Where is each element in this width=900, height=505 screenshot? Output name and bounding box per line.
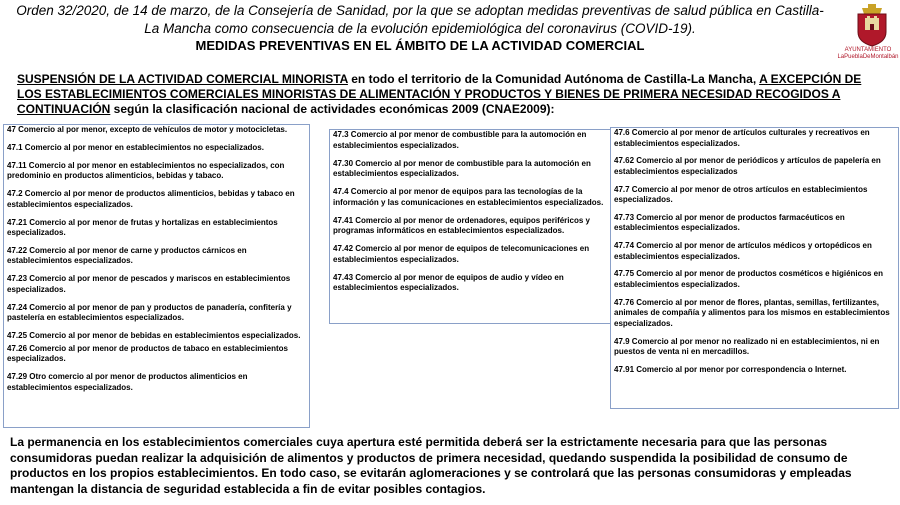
list-item: 47.26 Comercio al por menor de productos de tabaco en establecimientos especializados.: [7, 343, 288, 364]
activity-list-column-3: [610, 127, 899, 409]
intro-paragraph: [17, 72, 887, 117]
intro-exception: A EXCEPCIÓN DE LOS ESTABLECIMIENTOS COMERCIALES MINORISTAS DE ALIMENTACIÓN Y PRODUCTOS Y BIENES DE PRIMERA NECESIDAD RECOGIDOS A CONTINUACIÓN: [17, 72, 862, 116]
list-item: 47.7 Comercio al por menor de otros artículos en establecimientos especializados.: [614, 184, 868, 205]
logo-line2: LaPueblaDeMontalbán: [837, 54, 899, 60]
footer-paragraph: La permanencia en los establecimientos comerciales cuya apertura esté permitida deberá ser la estrictamente necesaria para que las personas consumidoras puedan realizar la adquisición de alimentos y productos de primera necesidad, quedando suspendida la posibilidad de consumo de productos en los propios establecimientos. En todo caso, se evitarán aglomeraciones y se controlará que las personas consumidoras y empleadas mantengan la distancia de seguridad establecida a fin de evitar posibles contagios.: [10, 435, 852, 496]
intro-suspension: SUSPENSIÓN DE LA ACTIVIDAD COMERCIAL MINORISTA: [17, 72, 348, 86]
list-item: 47.6 Comercio al por menor de artículos culturales y recreativos en establecimientos especializados.: [614, 128, 870, 148]
list-item: 47.91 Comercio al por menor por correspondencia o Internet.: [614, 364, 847, 374]
activity-list-column-2: [329, 129, 611, 324]
list-item: 47.42 Comercio al por menor de equipos de telecomunicaciones en establecimientos especializados.: [333, 244, 590, 264]
logo-line1: AYUNTAMIENTO: [844, 47, 892, 53]
list-item: 47.21 Comercio al por menor de frutas y hortalizas en establecimientos especializados.: [7, 217, 278, 238]
page-title: MEDIDAS PREVENTIVAS EN EL ÁMBITO DE LA ACTIVIDAD COMERCIAL: [195, 38, 645, 53]
list-item: 47.76 Comercio al por menor de flores, plantas, semillas, fertilizantes, animales de compañía y alimentos para los mismos en establecimientos especializados.: [614, 297, 890, 328]
list-item: 47.1 Comercio al por menor en establecimientos no especializados.: [7, 142, 264, 152]
list-item: 47.11 Comercio al por menor en establecimientos no especializados, con predominio en productos alimenticios, bebidas y tabaco.: [7, 160, 285, 181]
list-item: 47 Comercio al por menor, excepto de vehículos de motor y motocicletas.: [7, 125, 288, 134]
list-item: 47.29 Otro comercio al por menor de productos alimenticios en establecimientos especializados.: [7, 372, 248, 392]
municipality-logo-text: [836, 47, 900, 61]
list-item: 47.73 Comercio al por menor de productos farmacéuticos en establecimientos especializados.: [614, 212, 845, 233]
list-item: 47.24 Comercio al por menor de pan y productos de panadería, confitería y pastelería en establecimientos especializados.: [7, 302, 292, 323]
order-header-line1: Orden 32/2020, de 14 de marzo, de la Consejería de Sanidad, por la que se adoptan medidas preventivas de salud pública en Castilla-: [16, 3, 824, 18]
list-item: 47.41 Comercio al por menor de ordenadores, equipos periféricos y programas informáticos en establecimientos especializados.: [333, 215, 590, 236]
list-item: 47.4 Comercio al por menor de equipos para las tecnologías de la información y las comunicaciones en establecimientos especializados.: [333, 187, 604, 207]
list-item: 47.9 Comercio al por menor no realizado ni en establecimientos, ni en puestos de venta ni en mercadillos.: [614, 336, 880, 357]
activity-list-column-1: [3, 124, 310, 428]
list-item: 47.30 Comercio al por menor de combustible para la automoción en establecimientos especializados.: [333, 158, 591, 179]
intro-territory: en todo el territorio de la Comunidad Autónoma de Castilla-La Mancha,: [347, 72, 760, 86]
intro-classification: según la clasificación nacional de actividades económicas 2009 (CNAE2009):: [110, 102, 555, 116]
list-item: 47.23 Comercio al por menor de pescados y mariscos en establecimientos especializados.: [7, 274, 291, 294]
list-item: 47.3 Comercio al por menor de combustible para la automoción en establecimientos especializados.: [333, 130, 587, 150]
list-item: 47.75 Comercio al por menor de productos cosméticos e higiénicos en establecimientos especializados.: [614, 269, 883, 289]
list-item: 47.22 Comercio al por menor de carne y productos cárnicos en establecimientos especializados.: [7, 245, 247, 266]
list-item: 47.43 Comercio al por menor de equipos de audio y vídeo en establecimientos especializados.: [333, 272, 564, 293]
list-item: 47.2 Comercio al por menor de productos alimenticios, bebidas y tabaco en establecimientos especializados.: [7, 189, 295, 209]
order-header: [0, 2, 840, 38]
list-item: 47.74 Comercio al por menor de artículos médicos y ortopédicos en establecimientos especializados.: [614, 241, 872, 261]
list-item: 47.62 Comercio al por menor de periódicos y artículos de papelería en establecimientos especializados: [614, 156, 881, 176]
list-item: 47.25 Comercio al por menor de bebidas en establecimientos especializados.: [7, 331, 301, 341]
order-header-line2: La Mancha como consecuencia de la evolución epidemiológica del coronavirus (COVID-19).: [144, 21, 696, 36]
